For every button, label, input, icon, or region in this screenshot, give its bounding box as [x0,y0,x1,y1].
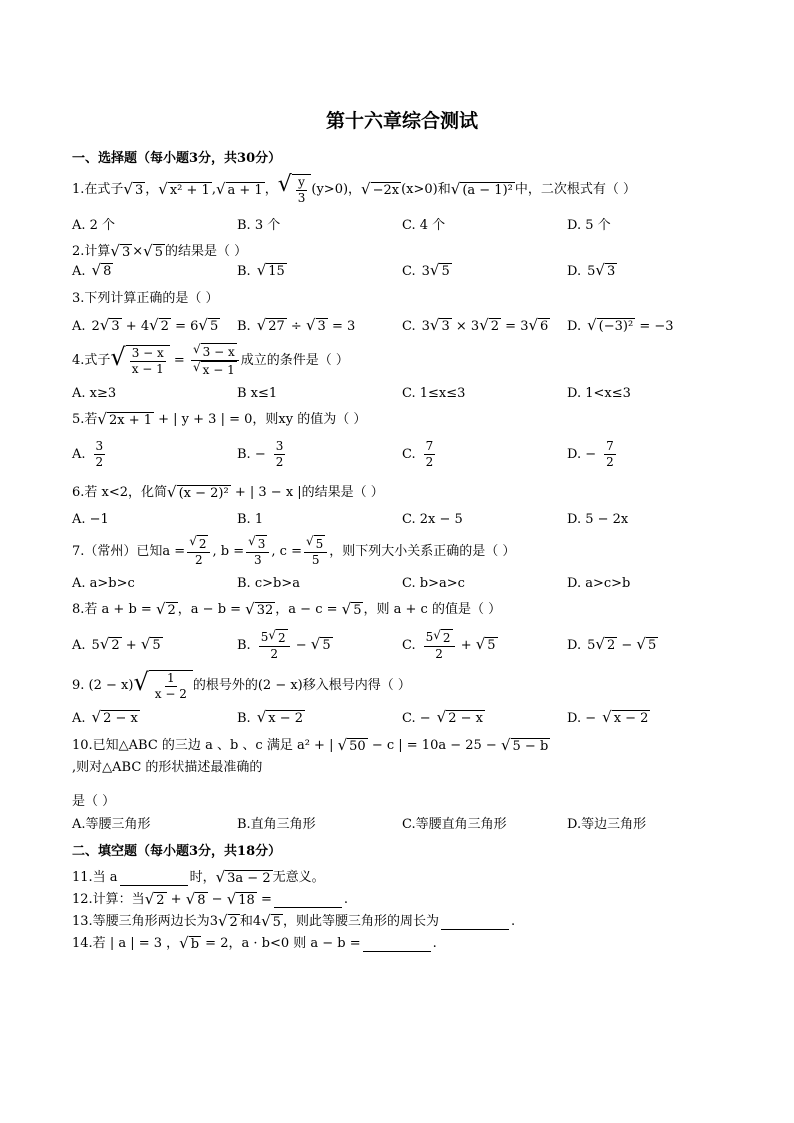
math-sqrt-a-minus-1-sq: √ (a − 1)² [450,179,513,198]
question-5: 5.若 √ 2x + 1 + | y + 3 | = 0 ，则xy 的值为（ ） [72,409,367,428]
q4-option-c[interactable]: C. 1≤x≤3 [402,386,466,401]
q6-options [72,512,732,527]
q3-option-d[interactable]: D. √ (−3)² = −3 [567,316,674,334]
q2-options [72,263,732,280]
q10-option-d[interactable]: D.等边三角形 [567,817,647,832]
q8-option-c[interactable]: C. 5 √ 2 2 + √ 5 [402,628,496,661]
worksheet [72,100,732,955]
q7-options [72,576,732,591]
q3-option-b[interactable]: B. √ 27 ÷ √ 3 = 3 [237,316,356,334]
q9-option-d[interactable]: D. − √ x − 2 [567,708,649,726]
q1-option-c[interactable]: C. 4 个 [402,218,446,233]
page-title: 第十六章综合测试 [325,110,478,132]
q4-option-d[interactable]: D. 1<x≤3 [567,386,631,401]
q10-option-b[interactable]: B.直角三角形 [237,817,316,832]
math-sqrt-neg2x: √ −2x [361,179,400,198]
question-11: 11.当 a 时， √ 3a − 2 无意义。 [72,867,325,886]
q3-options [72,318,732,335]
q6-option-a[interactable]: A. −1 [72,512,109,527]
q8-option-a[interactable]: A. 5 √ 2 + √ 5 [72,635,161,653]
q6-option-b[interactable]: B. 1 [237,512,264,527]
question-6: 6.若 x<2，化简 √ (x − 2)² + | 3 − x | 的结果是（ ） [72,482,384,501]
math-sqrt-y-over-3: √ $\frac{y}{3}$ [278,174,312,206]
q9-option-a[interactable]: A. √ 2 − x [72,708,138,726]
question-10: 10.已知△ABC 的三边 a 、b 、c 满足 a² + | √ 50 − c | = 10a − 25 − √ 5 − b ,则对△ABC 的形状描述最准确的 [72,735,549,775]
section-choice-heading: 一、选择题（每小题3分，共30分） [72,151,282,166]
math-sqrt-x2-plus-1: √ x² + 1 [158,179,210,198]
question-2: 2.计算 √ 3 × √ 5 的结果是（ ） [72,241,248,260]
q9-option-c[interactable]: C. − √ 2 − x [402,708,483,726]
q8-option-b[interactable]: B. 5 √ 2 2 − √ 5 [237,628,331,661]
question-9: 9. (2 − x) √ $\frac{1}{x - 2}$ 的根号外的(2 − x)移入根号内得（ ） [72,668,411,701]
q7-option-c[interactable]: C. b>a>c [402,576,465,591]
math-sqrt3: √ 3 [123,179,144,198]
question-14: 14.若 | a | = 3 ， √ b = 2 ，a · b<0 则 a − b = . [72,933,437,952]
q11-answer-blank[interactable] [120,871,188,886]
q6-option-c[interactable]: C. 2x − 5 [402,512,463,527]
q9-option-b[interactable]: B. √ x − 2 [237,708,304,726]
q10-option-a[interactable]: A.等腰三角形 [72,817,151,832]
q5-option-d[interactable]: D. − $\frac{7}{2}$ [567,439,614,469]
question-1: 1.在式子 √ 3 ， √ x² + 1 , √ a + 1 ， √ $\frac{y}{3}$ (y>0)， √ −2x (x>0)和 √ (a − 1)² 中，二次根式有（ ） [72,172,636,205]
q1-option-d[interactable]: D. 5 个 [567,218,611,233]
q14-answer-blank[interactable] [363,937,431,952]
question-4: 4.式子 √ $\frac{3 - x}{x - 1}$ = √ 3 − x √ x − 1 成立的条件是（ ） [72,342,349,377]
question-13: 13.等腰三角形两边长为 3 √ 2 和 4 √ 5 ，则此等腰三角形的周长为 . [72,911,516,930]
q7-option-a[interactable]: A. a>b>c [72,576,135,591]
q10-options [72,813,732,832]
q1-option-a[interactable]: A. 2 个 [72,218,116,233]
q3-option-a[interactable]: A. 2 √ 3 + 4 √ 2 = 6 √ 5 [72,316,219,334]
q2-option-b[interactable]: B. √ 15 [237,261,285,279]
q7-option-d[interactable]: D. a>c>b [567,576,631,591]
q4-options [72,386,732,401]
question-12: 12.计算：当 √ 2 + √ 8 − √ 18 = . [72,889,348,908]
q3-option-c[interactable]: C. 3 √ 3 × 3 √ 2 = 3 √ 6 [402,316,549,334]
section-fill-heading: 二、填空题（每小题3分，共18分） [72,844,282,859]
q2-option-d[interactable]: D. 5 √ 3 [567,261,616,279]
question-3: 3.下列计算正确的是（ ） [72,291,219,306]
question-10-line2: 是（ ） [72,794,116,809]
q2-option-a[interactable]: A. √ 8 [72,261,112,279]
q5-options [72,439,732,470]
math-sqrt-a-plus-1: √ a + 1 [215,179,263,198]
q6-option-d[interactable]: D. 5 − 2x [567,512,629,527]
q7-option-b[interactable]: B. c>b>a [237,576,300,591]
q5-option-c[interactable]: C. $\frac{7}{2}$ [402,439,434,469]
question-7: 7.（常州）已知 a = √ 2 2 , b = √ 3 3 , c = √ 5 5 ，则下列大小关系正确的是（ ） [72,534,516,567]
q1-options [72,214,732,233]
q9-options [72,710,732,727]
q12-answer-blank[interactable] [274,893,342,908]
q8-option-d[interactable]: D. 5 √ 2 − √ 5 [567,635,657,653]
q4-option-a[interactable]: A. x≥3 [72,386,117,401]
q13-answer-blank[interactable] [441,915,509,930]
q5-option-a[interactable]: A. $\frac{3}{2}$ [72,439,104,469]
q1-option-b[interactable]: B. 3 个 [237,218,281,233]
q1-text: 1.在式子 [72,182,124,197]
q5-option-b[interactable]: B. − $\frac{3}{2}$ [237,439,284,469]
q8-options [72,629,732,662]
q2-option-c[interactable]: C. 3 √ 5 [402,261,450,279]
question-8: 8.若 a + b = √ 2 ，a − b = √ 32 ，a − c = √ 5 ，则 a + c 的值是（ ） [72,599,502,618]
q4-option-b[interactable]: B x≤1 [237,386,278,401]
q10-option-c[interactable]: C.等腰直角三角形 [402,817,507,832]
